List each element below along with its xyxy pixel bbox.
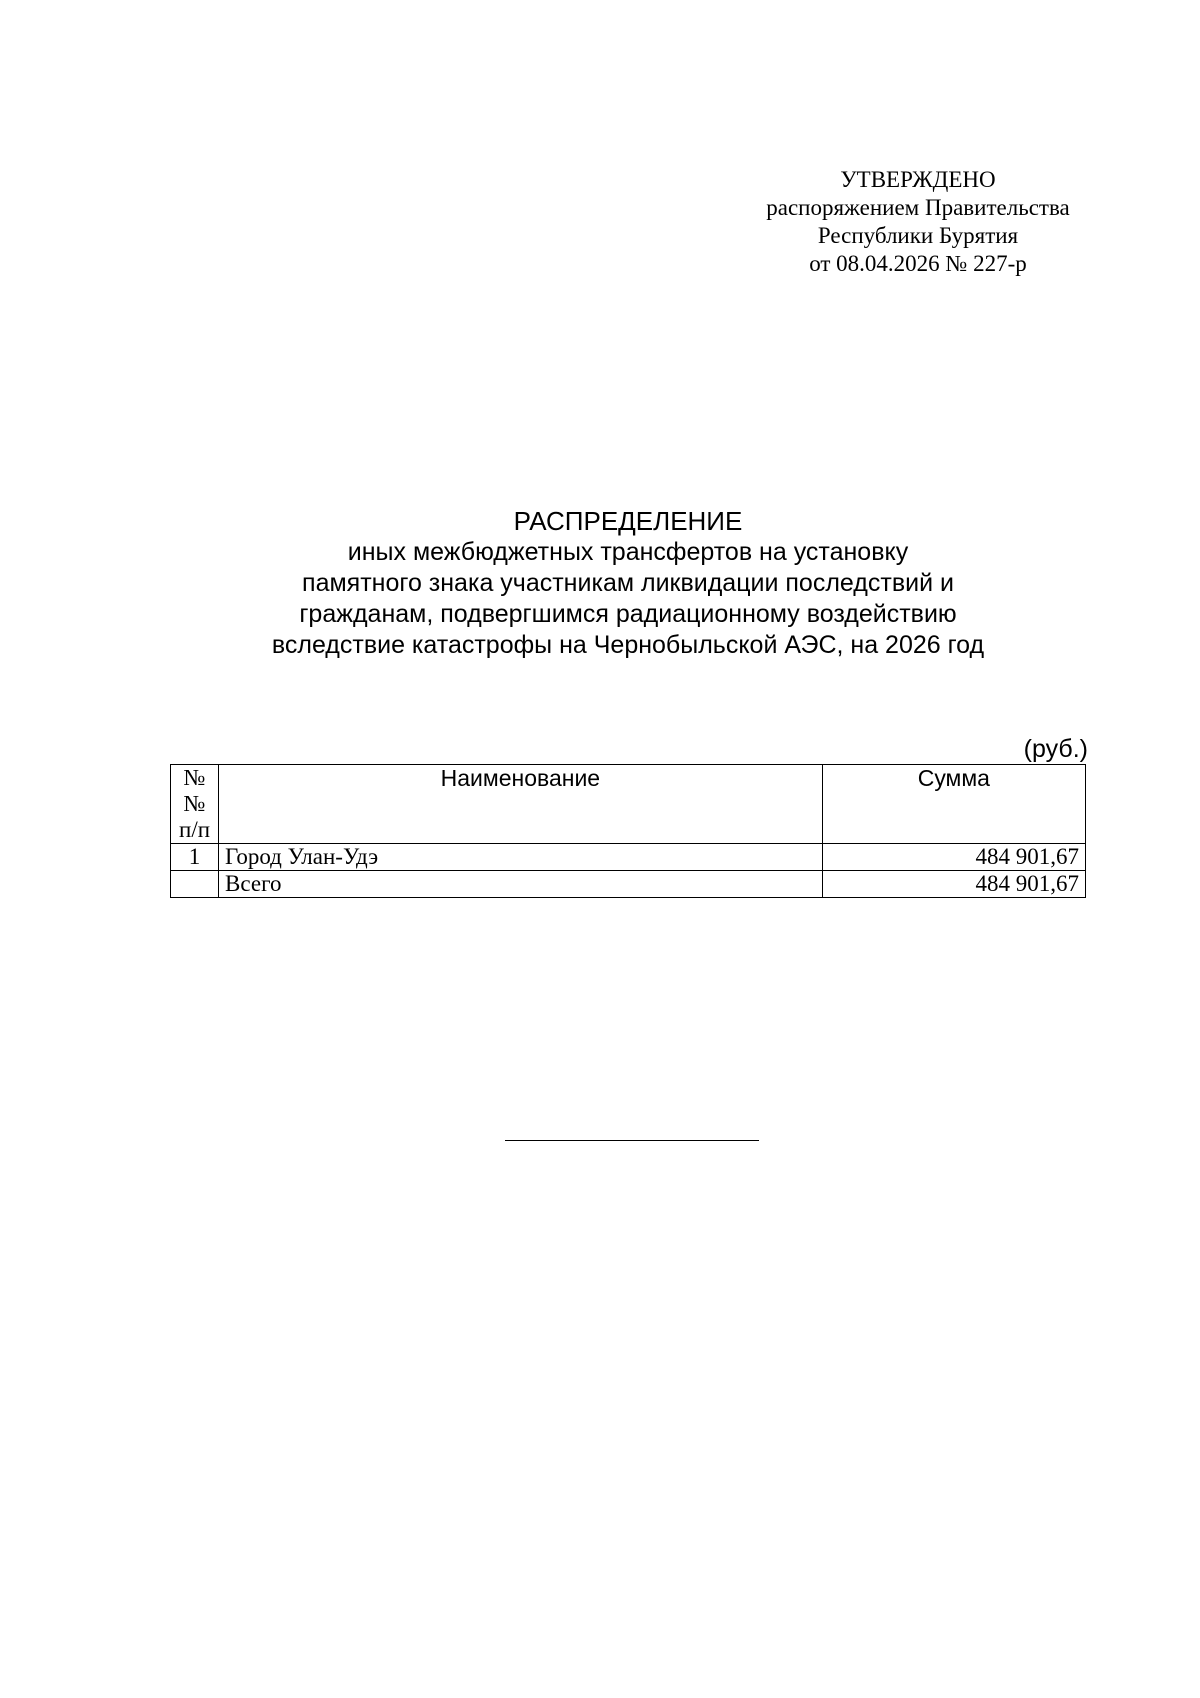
header-name: Наименование bbox=[219, 765, 823, 844]
row-name: Город Улан-Удэ bbox=[219, 844, 823, 871]
document-heading: РАСПРЕДЕЛЕНИЕ bbox=[513, 506, 743, 536]
table-row-total bbox=[171, 871, 1086, 898]
row-name: Всего bbox=[219, 871, 823, 898]
distribution-table bbox=[170, 764, 1086, 898]
approval-stamp bbox=[748, 166, 1088, 278]
document-subtitle-line: гражданам, подвергшимся радиационному воздействию bbox=[299, 600, 957, 628]
document-subtitle-line: памятного знака участникам ликвидации последствий и bbox=[302, 569, 954, 597]
document-title bbox=[170, 506, 1086, 661]
document-subtitle-line: вследствие катастрофы на Чернобыльской АЭС, на 2026 год bbox=[271, 631, 985, 659]
header-number bbox=[171, 765, 219, 844]
document-subtitle-line: иных межбюджетных трансфертов на установку bbox=[347, 538, 909, 566]
header-number-line2: п/п bbox=[179, 817, 211, 842]
header-number-line1: №№ bbox=[183, 765, 206, 816]
approval-date-number: от 08.04.2026 № 227-р bbox=[809, 251, 1027, 276]
row-sum: 484 901,67 bbox=[822, 871, 1085, 898]
approval-region: Республики Бурятия bbox=[817, 223, 1019, 248]
row-number bbox=[171, 871, 219, 898]
row-number: 1 bbox=[171, 844, 219, 871]
approval-title: УТВЕРЖДЕНО bbox=[840, 167, 996, 192]
row-sum: 484 901,67 bbox=[822, 844, 1085, 871]
header-sum: Сумма bbox=[822, 765, 1085, 844]
approval-authority: распоряжением Правительства bbox=[766, 195, 1070, 220]
end-divider bbox=[505, 1140, 759, 1141]
table-header-row bbox=[171, 765, 1086, 844]
currency-unit: (руб.) bbox=[1023, 735, 1088, 763]
table-row bbox=[171, 844, 1086, 871]
